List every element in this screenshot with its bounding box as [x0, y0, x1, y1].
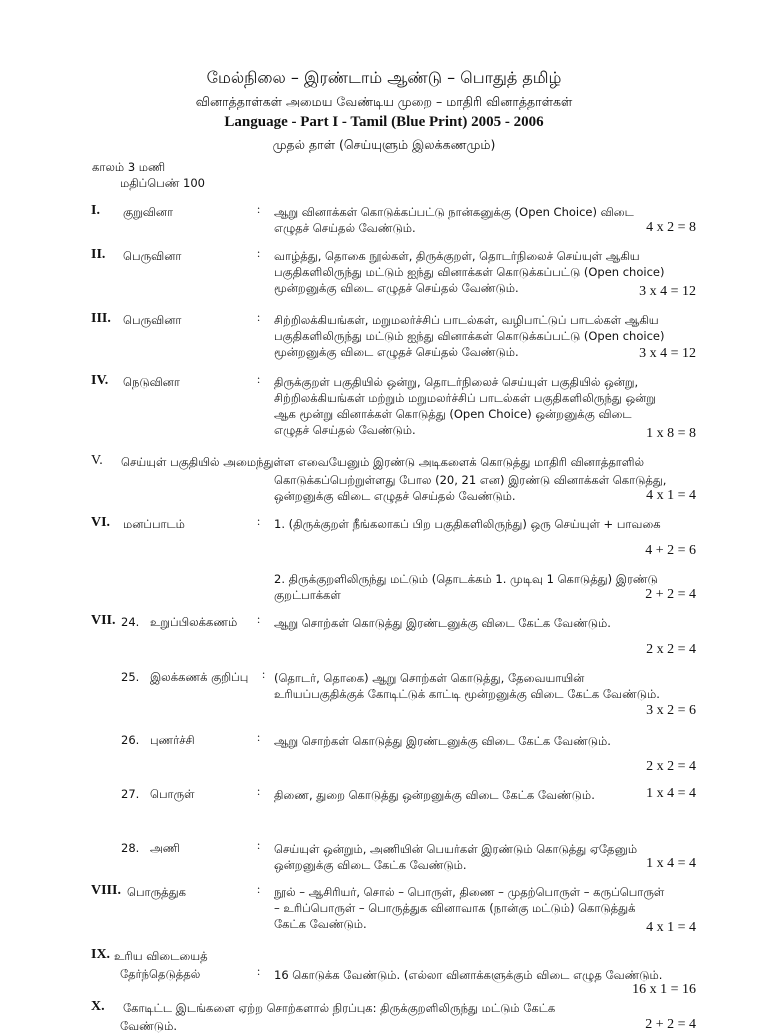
colon: :	[257, 248, 261, 260]
item-label: பொருள்	[150, 787, 195, 801]
section-score: 4 + 2 = 6	[645, 543, 696, 558]
section-score: 3 x 4 = 12	[639, 346, 696, 361]
section-label: குறுவினா	[123, 205, 174, 219]
item-number: 24.	[121, 615, 140, 629]
section-description: கொடுக்கப்பெற்றுள்ளது போல (20, 21 என) இரண்டு வினாக்கள் கொடுத்து, ஒன்றனுக்கு விடை எழுதச் செய்தல் வேண்டும்.	[274, 473, 667, 503]
section-label: நெடுவினா	[123, 375, 180, 389]
colon: :	[257, 312, 261, 324]
colon: :	[257, 966, 261, 978]
section-roman: IX.	[91, 947, 111, 962]
item-number: 28.	[121, 841, 140, 855]
marks-label: மதிப்பெண் 100	[120, 176, 205, 190]
colon: :	[257, 614, 261, 626]
colon: :	[257, 732, 261, 744]
item-score: 1 x 4 = 4	[646, 786, 696, 801]
section-roman: II.	[91, 247, 106, 262]
section-description: திருக்குறள் பகுதியில் ஒன்று, தொடர்நிலைச் செய்யுள் பகுதியில் ஒன்று, சிற்றிலக்கியங்கள் மற்றும் மறுமலர்ச்சிப் பாடல்கள் பகுதிகளிலிருந்து ஒன்று ஆக மூன்று வினாக்கள் கொடுத்து (Open Choice) ஒன்றனுக்கு விடை எழுதச் செய்தல் வேண்டும்.	[274, 375, 656, 437]
section-roman: X.	[91, 999, 105, 1014]
english-heading: Language - Part I - Tamil (Blue Print) 2005 - 2006	[224, 114, 544, 130]
section-score: 4 x 2 = 8	[646, 220, 696, 235]
item-label: இலக்கணக் குறிப்பு	[150, 670, 249, 684]
item-label: உறுப்பிலக்கணம்	[150, 615, 238, 629]
colon: :	[257, 374, 261, 386]
section-score: 2 + 2 = 4	[645, 1017, 696, 1032]
section-score: 1 x 8 = 8	[646, 426, 696, 441]
item-description: ஆறு சொற்கள் கொடுத்து இரண்டனுக்கு விடை கேட்க வேண்டும்.	[274, 616, 611, 630]
section-score: 3 x 4 = 12	[639, 284, 696, 299]
section-label: பொருத்துக	[127, 885, 186, 899]
item-number: 27.	[121, 787, 140, 801]
item-score: 1 x 4 = 4	[646, 856, 696, 871]
item-description: செய்யுள் ஒன்றும், அணியின் பெயர்கள் இரண்டும் கொடுத்து ஏதேனும் ஒன்றனுக்கு விடை கேட்க வேண்டும்.	[274, 842, 638, 872]
item-score: 2 x 2 = 4	[646, 759, 696, 774]
item-description: ஆறு சொற்கள் கொடுத்து இரண்டனுக்கு விடை கேட்க வேண்டும்.	[274, 734, 611, 748]
section-description: சிற்றிலக்கியங்கள், மறுமலர்ச்சிப் பாடல்கள், வழிபாட்டுப் பாடல்கள் ஆகிய பகுதிகளிலிருந்து மட்டும் ஐந்து வினாக்கள் கொடுக்கப்பட்டு (Open choice) மூன்றனுக்கு விடை எழுதச் செய்தல் வேண்டும்.	[274, 313, 665, 359]
section-label: பெருவினா	[123, 249, 182, 263]
section-roman: IV.	[91, 373, 109, 388]
colon: :	[257, 516, 261, 528]
section-roman: VIII.	[91, 883, 121, 898]
item-label: அணி	[150, 841, 180, 855]
section-label: உரிய விடையைத்	[114, 949, 208, 963]
paper-title: முதல் தாள் (செய்யுளும் இலக்கணமும்)	[272, 137, 496, 152]
item-description: திணை, துறை கொடுத்து ஒன்றனுக்கு விடை கேட்க வேண்டும்.	[274, 788, 595, 802]
section-description: ஆறு வினாக்கள் கொடுக்கப்பட்டு நான்கனுக்கு (Open Choice) விடை எழுதச் செய்தல் வேண்டும்.	[274, 205, 634, 235]
section-intro: செய்யுள் பகுதியில் அமைந்துள்ள எவையேனும் இரண்டு அடிகளைக் கொடுத்து மாதிரி வினாத்தாளில்	[121, 455, 645, 469]
section-description: 1. (திருக்குறள் நீங்கலாகப் பிற பகுதிகளிலிருந்து) ஒரு செய்யுள் + பாவகை	[274, 517, 661, 531]
section-label: பெருவினா	[123, 313, 182, 327]
section-roman: III.	[91, 311, 111, 326]
section-score: 2 + 2 = 4	[645, 587, 696, 602]
colon: :	[262, 669, 266, 681]
section-description: வாழ்த்து, தொகை நூல்கள், திருக்குறள், தொடர்நிலைச் செய்யுள் ஆகிய பகுதிகளிலிருந்து மட்டும் ஐந்து வினாக்கள் கொடுக்கப்பட்டு (Open choice) மூன்றனுக்கு விடை எழுதச் செய்தல் வேண்டும்.	[274, 249, 665, 295]
section-score: 4 x 1 = 4	[646, 488, 696, 503]
section-intro: கோடிட்ட இடங்களை ஏற்ற சொற்களால் நிரப்புக: திருக்குறளிலிருந்து மட்டும் கேட்க	[123, 1001, 556, 1015]
colon: :	[257, 884, 261, 896]
section-roman: I.	[91, 203, 100, 218]
item-number: 26.	[121, 733, 140, 747]
colon: :	[257, 786, 261, 798]
section-label-continued: தேர்ந்தெடுத்தல்	[120, 967, 201, 981]
section-description: நூல் – ஆசிரியர், சொல் – பொருள், திணை – முதற்பொருள் – கருப்பொருள் – உரிப்பொருள் – பொருத்துக வினாவாக (நான்கு மட்டும்) கொடுத்துக் கேட்க வேண்டும்.	[274, 885, 665, 931]
section-roman: V.	[91, 453, 103, 468]
page-subtitle: வினாத்தாள்கள் அமைய வேண்டிய முறை – மாதிரி வினாத்தாள்கள்	[195, 94, 573, 109]
colon: :	[257, 840, 261, 852]
section-roman: VI.	[91, 515, 111, 530]
section-score: 4 x 1 = 4	[646, 920, 696, 935]
item-score: 2 x 2 = 4	[646, 642, 696, 657]
item-score: 3 x 2 = 6	[646, 703, 696, 718]
section-description: 2. திருக்குறளிலிருந்து மட்டும் (தொடக்கம் 1. முடிவு 1 கொடுத்து) இரண்டு குறட்பாக்கள்	[274, 572, 658, 602]
section-score: 16 x 1 = 16	[632, 982, 696, 997]
item-number: 25.	[121, 670, 140, 684]
page-title: மேல்நிலை – இரண்டாம் ஆண்டு – பொதுத் தமிழ்	[206, 68, 562, 87]
item-description: (தொடர், தொகை) ஆறு சொற்கள் கொடுத்து, தேவையாயின் உரியப்பகுதிக்குக் கோடிட்டுக் காட்டி மூன்றனுக்கு விடை கேட்க வேண்டும்.	[274, 671, 660, 701]
section-roman: VII.	[91, 613, 116, 628]
section-label-continued: வேண்டும்.	[120, 1019, 177, 1033]
time-label: காலம் 3 மணி	[92, 160, 166, 174]
section-label: மனப்பாடம்	[123, 517, 185, 531]
item-label: புணர்ச்சி	[150, 733, 195, 747]
section-description: 16 கொடுக்க வேண்டும். (எல்லா வினாக்களுக்கும் விடை எழுத வேண்டும்.	[274, 968, 663, 982]
colon: :	[257, 204, 261, 216]
